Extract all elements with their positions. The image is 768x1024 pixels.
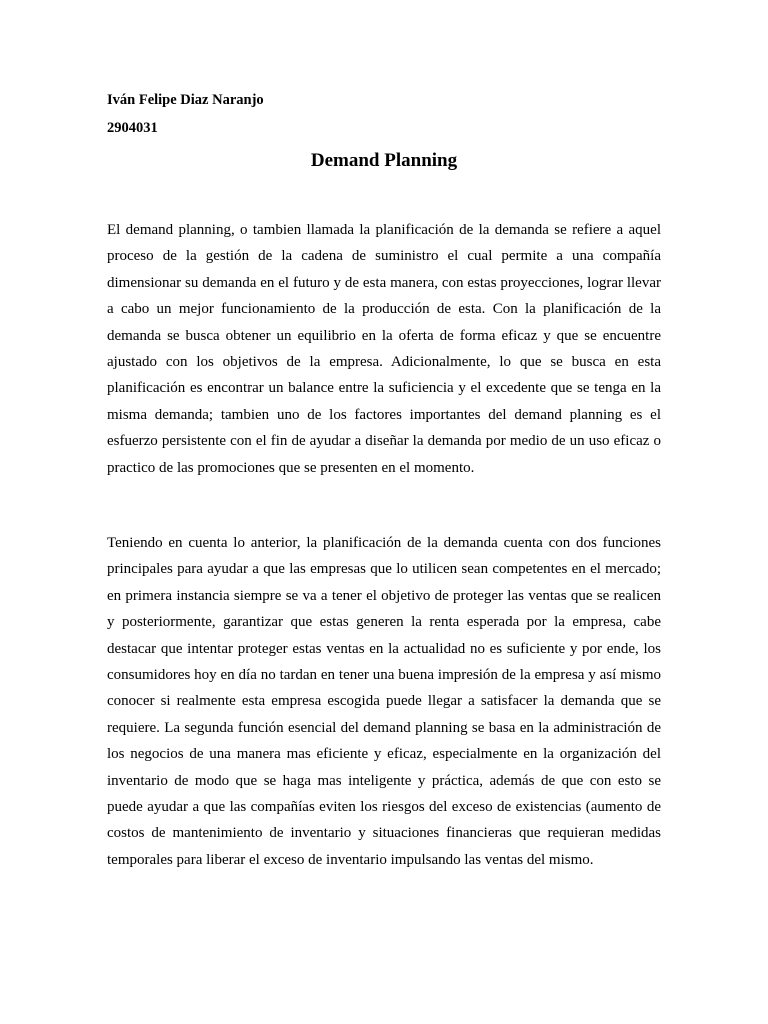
document-title: Demand Planning bbox=[310, 150, 458, 171]
paragraph-line: consumidores hoy en día no tardan en tener una buena impresión de la empresa y así mismo bbox=[107, 666, 661, 683]
author-name: Iván Felipe Diaz Naranjo bbox=[107, 92, 264, 108]
paragraph-line: costos de mantenimiento de inventario y situaciones financieras que requieran medidas bbox=[107, 825, 661, 842]
paragraph-line: temporales para liberar el exceso de inventario impulsando las ventas del mismo. bbox=[107, 851, 594, 868]
paragraph-line: a cabo un mejor funcionamiento de la producción de esta. Con la planificación de la bbox=[107, 301, 661, 318]
paragraph-line: requiere. La segunda función esencial del demand planning se basa en la administración de bbox=[107, 719, 661, 736]
paragraph-line: inventario de modo que se haga mas inteligente y práctica, además de que con esto se bbox=[107, 772, 661, 789]
paragraph-line: y posteriormente, garantizar que estas generen la renta esperada por la empresa, cabe bbox=[107, 614, 661, 631]
paragraph-line: practico de las promociones que se presenten en el momento. bbox=[107, 459, 475, 476]
paragraph-1 bbox=[107, 217, 661, 481]
paragraph-line: Teniendo en cuenta lo anterior, la planificación de la demanda cuenta con dos funciones bbox=[107, 535, 661, 551]
paragraph-line: El demand planning, o tambien llamada la planificación de la demanda se refiere a aquel bbox=[107, 222, 661, 238]
paragraph-line: dimensionar su demanda en el futuro y de esta manera, con estas proyecciones, lograr llevar bbox=[107, 274, 661, 291]
paragraph-line: conocer si realmente esta empresa escogida puede llegar a satisfacer la demanda que se bbox=[107, 693, 661, 710]
paragraph-line: en primera instancia siempre se va a tener el objetivo de proteger las ventas que se realicen bbox=[107, 587, 661, 604]
paragraph-line: esfuerzo persistente con el fin de ayudar a diseñar la demanda por medio de un uso eficaz o bbox=[107, 433, 661, 450]
paragraph-line: planificación es encontrar un balance entre la suficiencia y el excedente que se tenga en la bbox=[107, 380, 661, 397]
paragraph-line: destacar que intentar proteger estas ventas en la actualidad no es suficiente y por ende, los bbox=[107, 640, 661, 657]
paragraph-line: proceso de la gestión de la cadena de suministro el cual permite a una compañía bbox=[107, 248, 661, 265]
student-id: 2904031 bbox=[107, 120, 158, 136]
paragraph-line: demanda se busca obtener un equilibrio en la oferta de forma eficaz y que se encuentre bbox=[107, 327, 661, 344]
paragraph-line: ajustado con los objetivos de la empresa. Adicionalmente, lo que se busca en esta bbox=[107, 353, 661, 370]
paragraph-line: puede ayudar a que las compañías eviten los riesgos del exceso de existencias (aumento de bbox=[107, 798, 661, 815]
paragraph-line: misma demanda; tambien uno de los factores importantes del demand planning es el bbox=[107, 406, 661, 423]
paragraph-line: los negocios de una manera mas eficiente y eficaz, especialmente en la organización del bbox=[107, 746, 661, 763]
paragraph-line: principales para ayudar a que las empresas que lo utilicen sean competentes en el mercado; bbox=[107, 561, 661, 578]
paragraph-2 bbox=[107, 530, 661, 873]
